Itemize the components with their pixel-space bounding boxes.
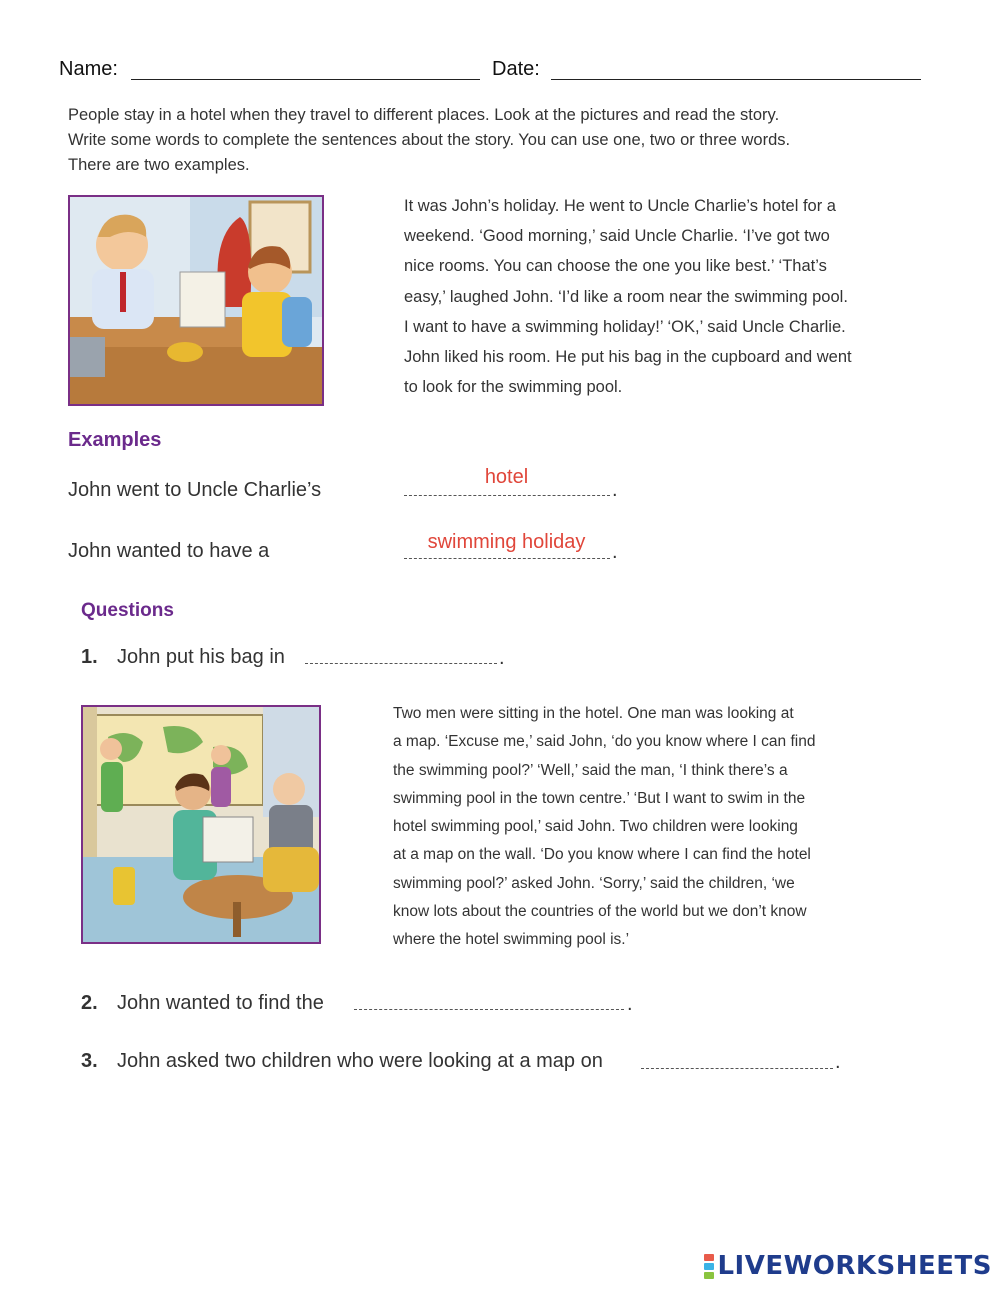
story-line: at a map on the wall. ‘Do you know where I can find the hotel: [393, 846, 811, 864]
example-1-text: John went to Uncle Charlie’s: [68, 479, 322, 501]
story-line: swimming pool?’ asked John. ‘Sorry,’ said the children, ‘we: [393, 874, 795, 892]
example-2-text: John wanted to have a: [68, 540, 270, 562]
period: .: [612, 541, 618, 563]
question-number: 2.: [81, 992, 98, 1014]
name-label: Name:: [59, 58, 118, 80]
logo-blocks-icon: [704, 1253, 714, 1280]
story-line: John liked his room. He put his bag in the cupboard and went: [404, 348, 852, 367]
question-text: John asked two children who were looking at a map on: [117, 1050, 603, 1072]
period: .: [835, 1051, 841, 1073]
question-1-answer-input[interactable]: [305, 663, 497, 664]
story-line: weekend. ‘Good morning,’ said Uncle Charlie. ‘I’ve got two: [404, 227, 830, 246]
story-2: [393, 700, 913, 955]
story-line: know lots about the countries of the world but we don’t know: [393, 903, 807, 921]
question-number: 1.: [81, 646, 98, 668]
story-line: Two men were sitting in the hotel. One man was looking at: [393, 705, 794, 722]
reception-illustration: [68, 195, 324, 406]
story-line: hotel swimming pool,’ said John. Two children were looking: [393, 818, 798, 836]
name-field[interactable]: [131, 79, 480, 80]
examples-heading: Examples: [68, 429, 162, 451]
story-line: where the hotel swimming pool is.’: [393, 931, 630, 949]
story-line: I want to have a swimming holiday!’ ‘OK,’ said Uncle Charlie.: [404, 317, 846, 336]
story-line: easy,’ laughed John. ‘I’d like a room near the swimming pool.: [404, 287, 848, 306]
question-number: 3.: [81, 1050, 98, 1072]
story-1: [404, 191, 924, 402]
question-3-answer-input[interactable]: [641, 1068, 833, 1069]
story-line: swimming pool in the town centre.’ ‘But I want to swim in the: [393, 789, 806, 807]
period: .: [612, 479, 618, 501]
example-2-answer: swimming holiday: [427, 531, 586, 553]
date-label: Date:: [492, 58, 540, 80]
questions-heading: Questions: [81, 600, 174, 621]
story-line: nice rooms. You can choose the one you like best.’ ‘That’s: [404, 257, 827, 276]
story-line: to look for the swimming pool.: [404, 378, 623, 397]
instruction-line: There are two examples.: [68, 156, 250, 174]
liveworksheets-logo: [704, 1251, 992, 1281]
period: .: [499, 647, 505, 669]
question-2-answer-input[interactable]: [354, 1009, 624, 1010]
question-3: [81, 1050, 603, 1073]
story-line: the swimming pool?’ ‘Well,’ said the man, ‘I think there’s a: [393, 761, 788, 779]
instruction-line: Write some words to complete the sentences about the story. You can use one, two or three words.: [68, 131, 791, 149]
question-text: John put his bag in: [117, 646, 285, 668]
example-1-blank: [404, 495, 610, 496]
question-1: [81, 646, 285, 669]
story-line: a map. ‘Excuse me,’ said John, ‘do you know where I can find: [393, 733, 816, 751]
question-2: [81, 992, 324, 1015]
date-field[interactable]: [551, 79, 921, 80]
question-text: John wanted to find the: [117, 992, 324, 1014]
period: .: [627, 993, 633, 1015]
instructions: [68, 103, 908, 178]
logo-text: LIVEWORKSHEETS: [717, 1251, 992, 1281]
story-line: It was John’s holiday. He went to Uncle Charlie’s hotel for a: [404, 197, 836, 215]
instruction-line: People stay in a hotel when they travel to different places. Look at the pictures and read the story.: [68, 106, 780, 124]
example-1-answer: hotel: [484, 466, 529, 488]
example-2-blank: [404, 558, 610, 559]
lobby-illustration: [81, 705, 321, 944]
